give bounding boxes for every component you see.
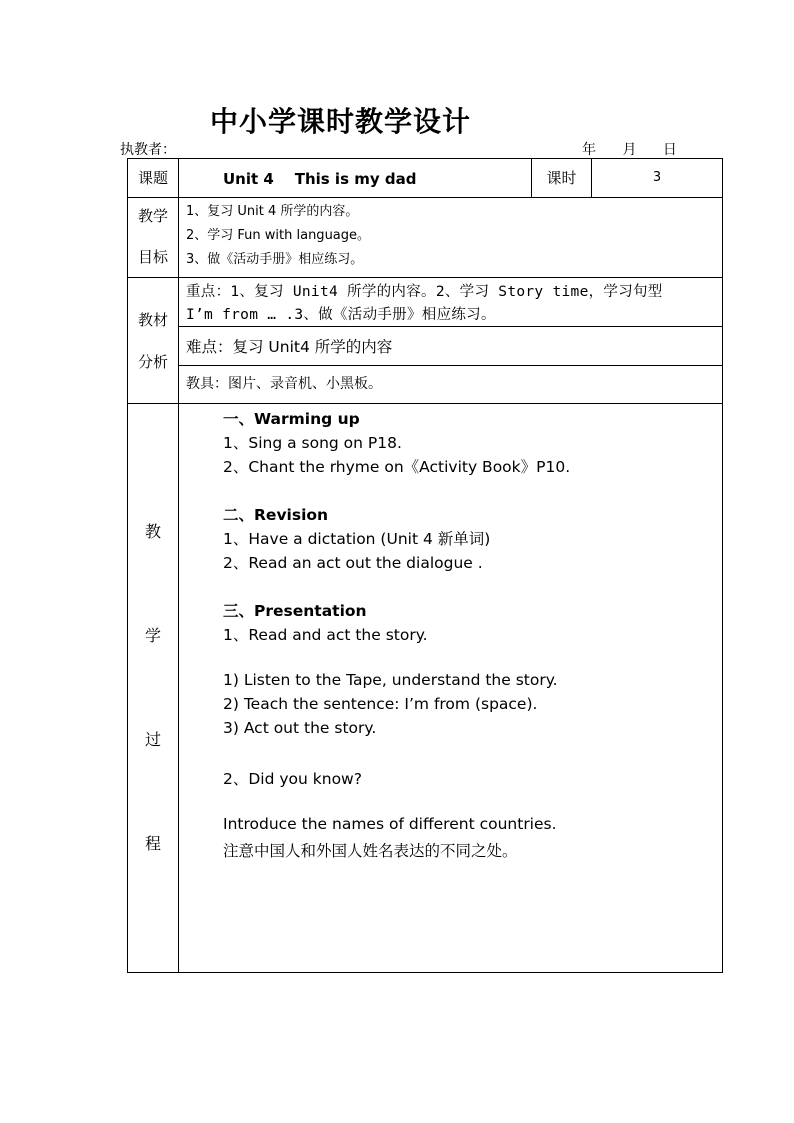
process-label-char: 教: [144, 522, 161, 541]
teacher-label: 执教者：: [120, 142, 176, 158]
revision-item: 2、Read an act out the dialogue .: [223, 554, 483, 572]
goal-item: 3、做《活动手册》相应练习。: [186, 252, 364, 267]
presentation-item: 1、Read and act the story.: [223, 626, 428, 644]
table-border-right: [722, 158, 723, 973]
presentation-item: 2、Did you know?: [223, 770, 362, 788]
page-title: 中小学课时教学设计: [210, 105, 472, 138]
presentation-title: 三、Presentation: [223, 602, 367, 620]
analysis-label-1: 教材: [137, 311, 168, 329]
table-row-divider: [127, 403, 722, 404]
period-label: 课时: [546, 169, 577, 187]
process-label-char: 学: [144, 626, 161, 645]
process-label-char: 程: [144, 834, 161, 853]
date-line: [582, 139, 699, 159]
intro-text: Introduce the names of different countries.: [223, 815, 557, 833]
difficulties: 难点：复习 Unit4 所学的内容: [186, 338, 393, 356]
goals-label-2: 目标: [137, 248, 168, 266]
presentation-step: 1) Listen to the Tape, understand the story.: [223, 671, 558, 689]
date-month: 月: [622, 142, 637, 158]
goal-item: 2、学习 Fun with language。: [186, 228, 371, 243]
topic-label: 课题: [137, 169, 168, 187]
note-text: 注意中国人和外国人姓名表达的不同之处。: [223, 842, 518, 860]
warmup-item: 2、Chant the rhyme on《Activity Book》P10.: [223, 458, 571, 476]
teaching-tools: 教具：图片、录音机、小黑板。: [186, 376, 382, 392]
goal-item: 1、复习 Unit 4 所学的内容。: [186, 204, 359, 219]
warmup-item: 1、Sing a song on P18.: [223, 434, 402, 452]
table-row-divider: [127, 277, 722, 278]
table-col-divider: [178, 158, 179, 973]
warmup-title: 一、Warming up: [223, 410, 360, 428]
key-points-line-2: I’m from … .3、做《活动手册》相应练习。: [186, 307, 496, 323]
table-border-bottom: [127, 972, 722, 973]
table-row-divider: [178, 326, 722, 327]
presentation-step: 2) Teach the sentence: I’m from (space).: [223, 695, 538, 713]
revision-title: 二、Revision: [223, 506, 329, 524]
process-label-char: 过: [144, 730, 161, 749]
analysis-label-2: 分析: [137, 353, 168, 371]
goals-label-1: 教学: [137, 207, 168, 225]
goals-list: [186, 200, 370, 272]
date-year: 年: [582, 142, 596, 158]
table-row-divider: [178, 365, 722, 366]
table-row-divider: [127, 197, 722, 198]
table-border-top: [127, 158, 722, 159]
revision-item: 1、Have a dictation (Unit 4 新单词): [223, 530, 491, 548]
date-day: 日: [662, 142, 677, 158]
key-points-line-1: 重点：1、复习 Unit4 所学的内容。2、学习 Story time，学习句型: [186, 284, 663, 300]
period-value: 3: [652, 170, 662, 185]
topic-value: Unit 4 This is my dad: [223, 170, 417, 188]
presentation-step: 3) Act out the story.: [223, 719, 377, 737]
